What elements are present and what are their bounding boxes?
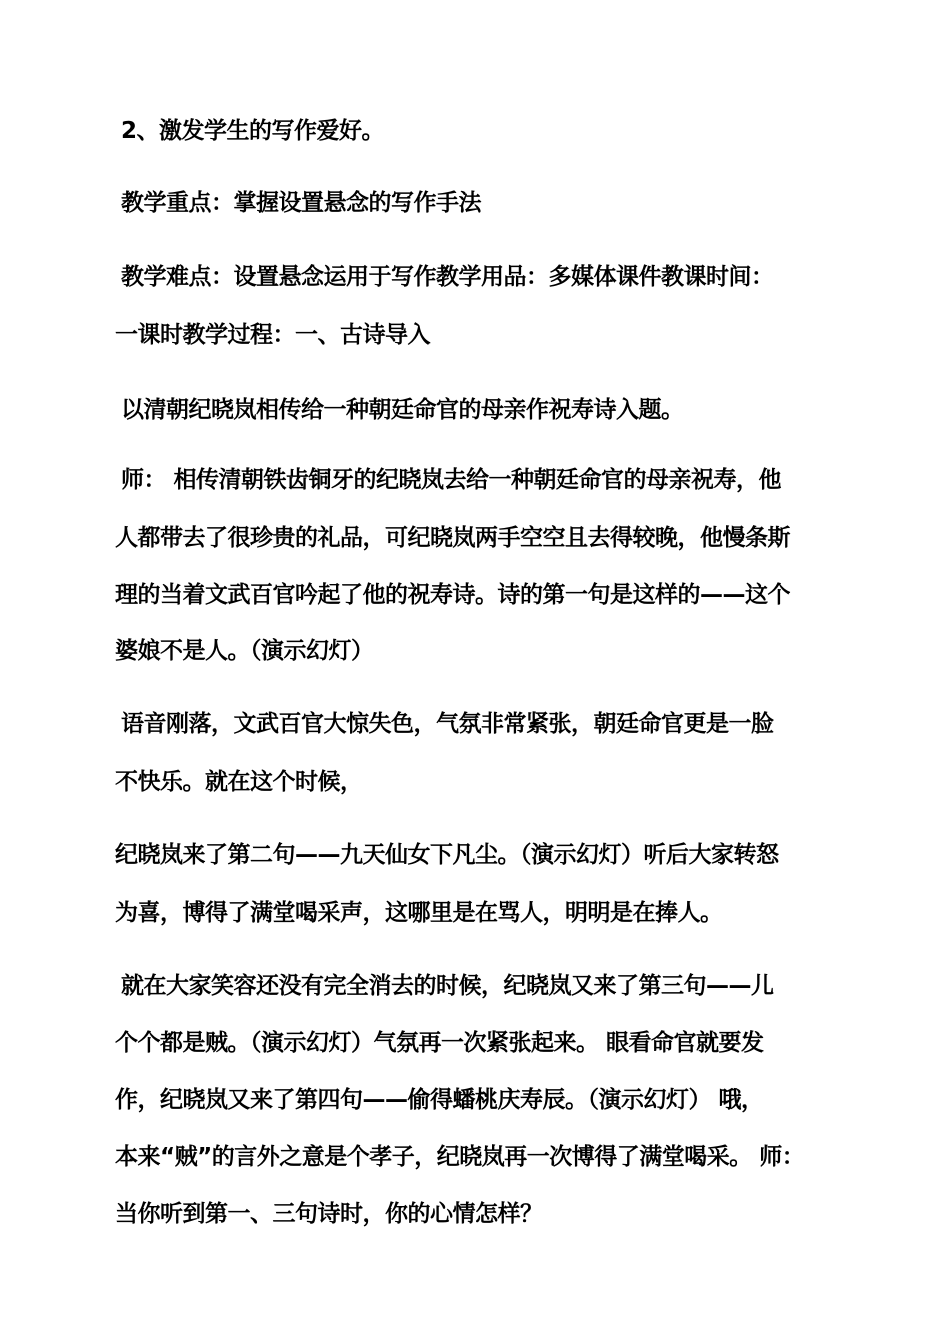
teaching-focus-line: 教学重点：掌握设置悬念的写作手法 (121, 190, 481, 216)
paragraph-line: 个个都是贼。（演示幻灯）气氛再一次紧张起来。 眼看命官就要发 (115, 1030, 764, 1056)
paragraph-line: 不快乐。就在这个时候， (115, 769, 363, 795)
paragraph-line: 婆娘不是人。（演示幻灯） (115, 638, 374, 664)
paragraph-line: 人都带去了很珍贵的礼品，可纪晓岚两手空空且去得较晚，他慢条斯 (115, 525, 790, 551)
paragraph-line: 理的当着文武百官吟起了他的祝寿诗。诗的第一句是这样的——这个 (115, 582, 790, 608)
question-line: 当你听到第一、三句诗时，你的心情怎样？ (115, 1201, 543, 1227)
paragraph-line: 作，纪晓岚又来了第四句——偷得蟠桃庆寿辰。（演示幻灯） 哦， (115, 1087, 764, 1113)
teaching-process-line: 一课时教学过程：一、古诗导入 (115, 322, 430, 348)
paragraph-line: 纪晓岚来了第二句——九天仙女下凡尘。（演示幻灯）听后大家转怒 (115, 842, 779, 868)
intro-line: 以清朝纪晓岚相传给一种朝廷命官的母亲作祝寿诗入题。 (121, 397, 684, 423)
objective-2-line: 2、激发学生的写作爱好。 (121, 118, 385, 144)
paragraph-line: 语音刚落，文武百官大惊失色，气氛非常紧张，朝廷命官更是一脸 (121, 711, 774, 737)
paragraph-line: 就在大家笑容还没有完全消去的时候，纪晓岚又来了第三句——儿 (121, 973, 774, 999)
paragraph-line: 为喜，博得了满堂喝采声，这哪里是在骂人，明明是在捧人。 (115, 900, 723, 926)
paragraph-line: 本来“贼”的言外之意是个孝子，纪晓岚再一次博得了满堂喝采。 师： (115, 1144, 805, 1170)
paragraph-line: 师： 相传清朝铁齿铜牙的纪晓岚去给一种朝廷命官的母亲祝寿，他 (121, 467, 782, 493)
teaching-difficulty-line: 教学难点：设置悬念运用于写作教学用品：多媒体课件教课时间： (121, 264, 774, 290)
